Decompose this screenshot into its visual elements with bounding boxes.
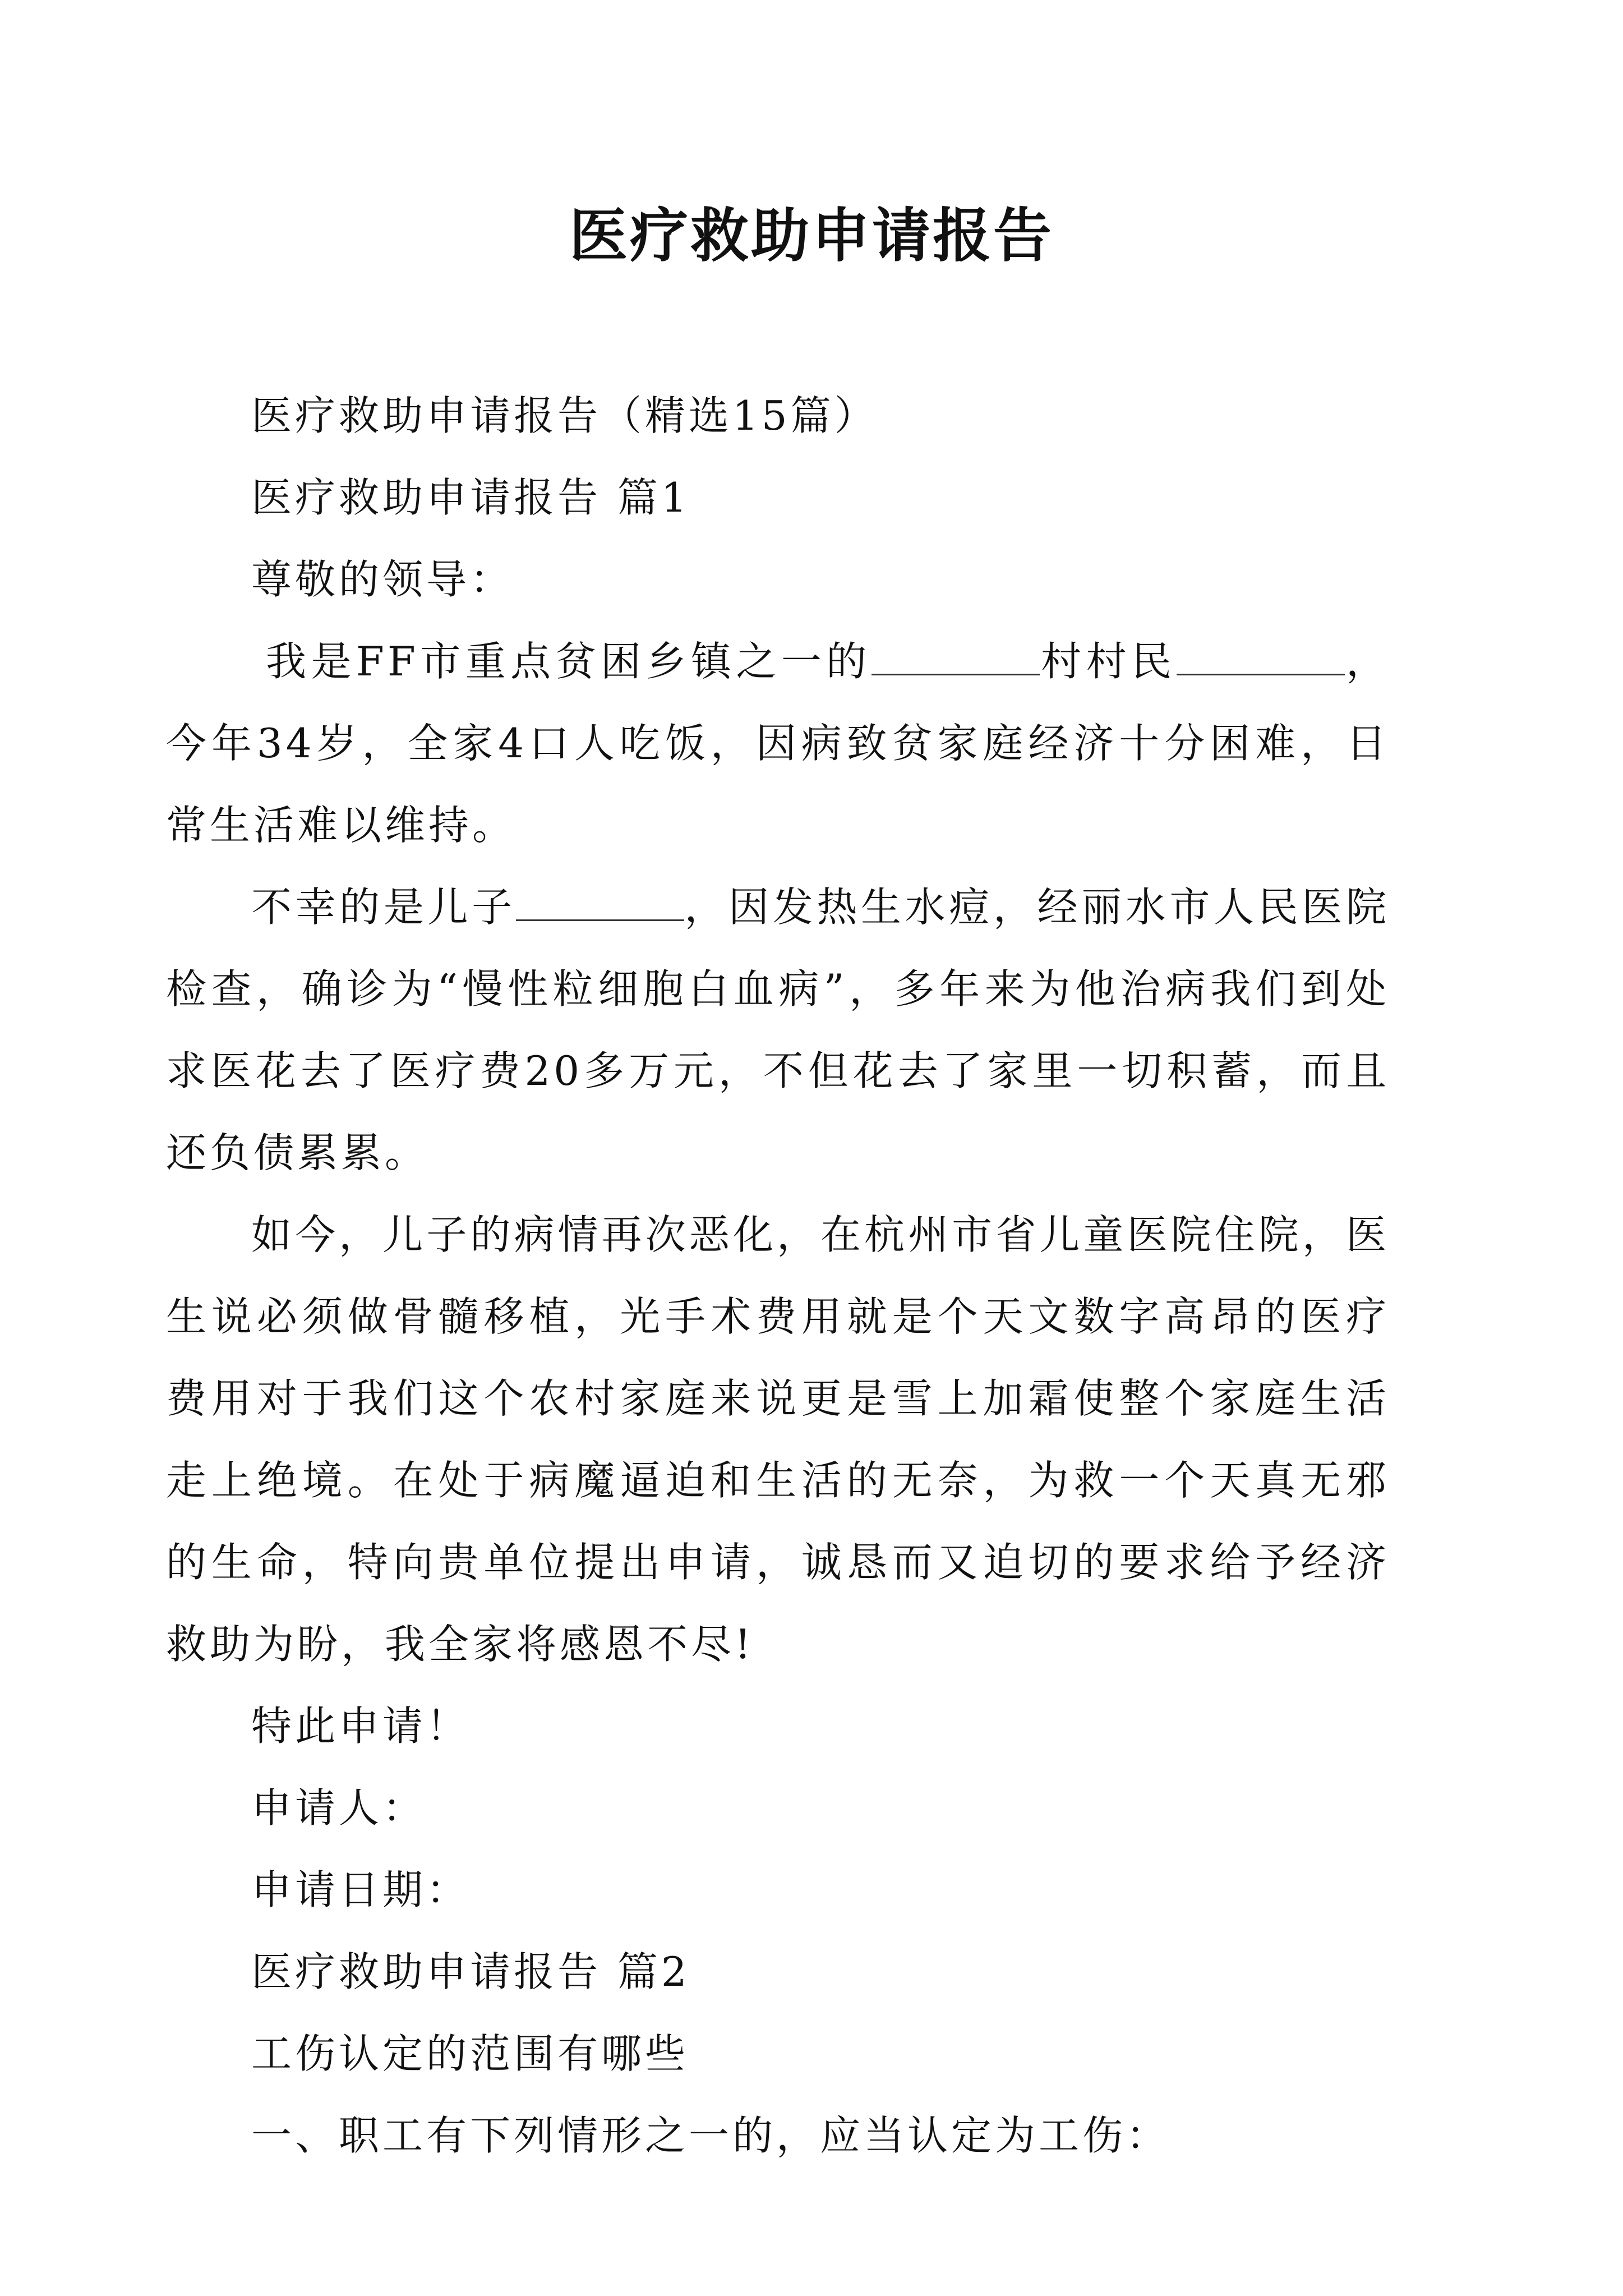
paragraph-1-text-b: 村村民	[1039, 638, 1177, 685]
closing-line: 特此申请！	[251, 1703, 471, 1750]
date-line: 申请日期：	[251, 1866, 471, 1913]
document-title: 医疗救助申请报告	[569, 201, 1054, 270]
blank-underline	[516, 886, 684, 921]
part-1-title: 医疗救助申请报告 篇1	[251, 474, 690, 521]
part-2-title: 医疗救助申请报告 篇2	[251, 1948, 690, 1995]
list-item-1: 一、职工有下列情形之一的，应当认定为工伤：	[251, 2112, 1170, 2159]
paragraph-2	[166, 866, 1390, 1194]
blank-underline	[872, 640, 1040, 675]
applicant-line: 申请人：	[251, 1784, 427, 1832]
subheading: 工伤认定的范围有哪些	[251, 2030, 689, 2077]
paragraph-3: 如今，儿子的病情再次恶化，在杭州市省儿童医院住院，医生说必须做骨髓移植，光手术费用就是个天文数字高昂的医疗费用对于我们这个农村家庭来说更是雪上加霜使整个家庭生活走上绝境。在处于病魔逼迫和生活的无奈，为救一个天真无邪的生命，特向贵单位提出申请，诚恳而又迫切的要求给予经济救助为盼，我全家将感恩不尽!	[166, 1211, 1390, 1668]
blank-underline	[1177, 640, 1345, 675]
paragraph-1-text-a: 我是FF市重点贫困乡镇之一的	[266, 638, 872, 685]
collection-heading: 医疗救助申请报告（精选15篇）	[251, 392, 878, 439]
paragraph-2-text-b: ，因发热生水痘，经丽水市人民医院检查，确诊为“慢性粒细胞白血病”，多年来为他治病我们到处求医花去了医疗费20多万元，不但花去了家里一切积蓄，而且还负债累累。	[166, 884, 1390, 1176]
paragraph-2-text-a: 不幸的是儿子	[251, 884, 516, 931]
paragraph-1	[166, 620, 1390, 866]
document-body	[166, 375, 1390, 2177]
paragraph-1-text-c: ，今年34岁，全家4口人吃饭，因病致贫家庭经济十分困难，日常生活难以维持。	[166, 638, 1390, 849]
salutation: 尊敬的领导：	[251, 556, 514, 603]
